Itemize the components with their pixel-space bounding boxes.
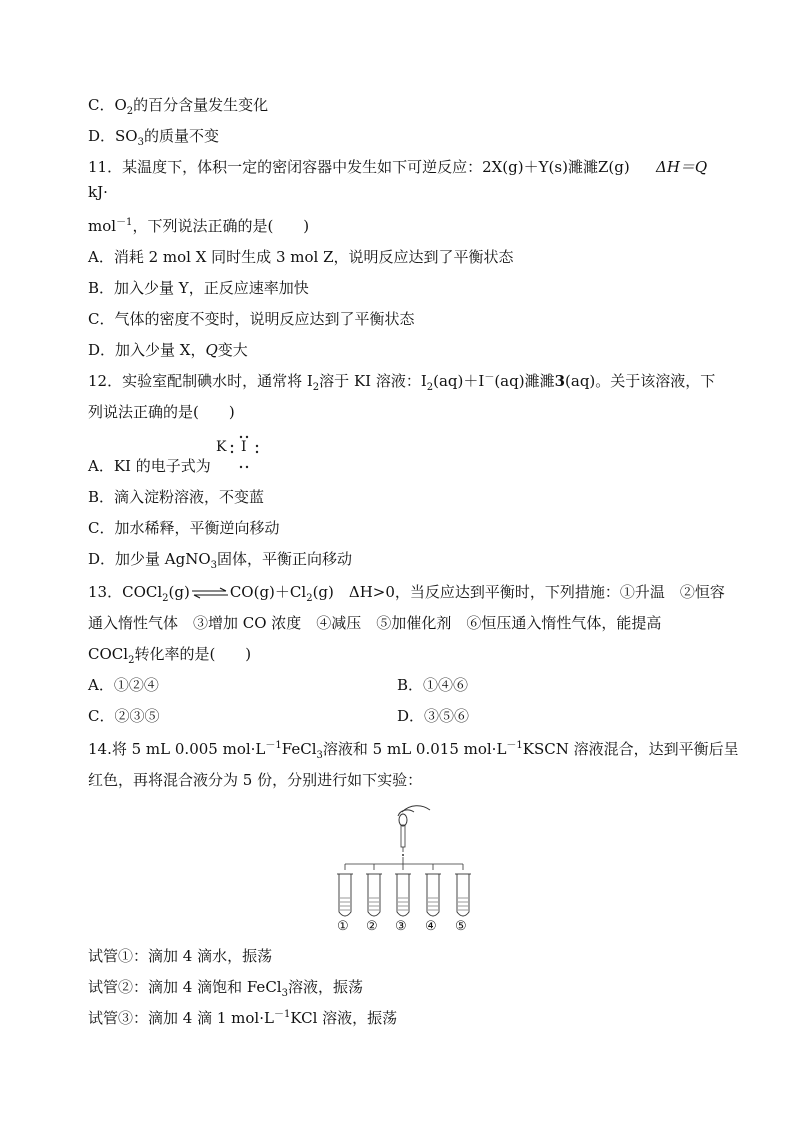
tube-label-4: ④ [425, 919, 437, 934]
q12-option-d: D．加少量 AgNO$_3$固体，平衡正向移动 [88, 550, 353, 571]
tube-label-5: ⑤ [455, 919, 467, 934]
q12-option-a: A．KI 的电子式为 [88, 457, 211, 475]
q12-option-c: C．加水稀释，平衡逆向移动 [88, 519, 280, 537]
q12-option-b: B．滴入淀粉溶液，不变蓝 [88, 488, 265, 506]
q11-option-c: C．气体的密度不变时，说明反应达到了平衡状态 [88, 310, 415, 328]
q13-option-c: C．②③⑤ [88, 707, 160, 725]
test-tubes-figure [330, 800, 480, 935]
q11-delta-h: ΔH＝Q [656, 158, 708, 176]
q14-stem-line2: 红色，再将混合液分为 5 份，分别进行如下实验： [88, 771, 423, 789]
q11-option-d: D．加入少量 X，Q变大 [88, 341, 248, 359]
tube-label-2: ② [366, 919, 378, 934]
q13-stem-line2: 通入惰性气体 ③增加 CO 浓度 ④减压 ⑤加催化剂 ⑥恒压通入惰性气体，能提高 [88, 614, 662, 632]
q13-stem-line3: COCl$_2$转化率的是( ) [88, 645, 252, 666]
q12-stem-line2: 列说法正确的是( ) [88, 403, 235, 421]
q13-option-a: A．①②④ [88, 676, 159, 694]
q11-mol: mol$^{-1}$，下列说法正确的是( ) [88, 217, 310, 235]
option-c-o2: C．$O_2$的百分含量发生变化 [88, 96, 269, 117]
tube-1-instruction: 试管①：滴加 4 滴水，振荡 [88, 947, 273, 965]
q13-option-b: B．①④⑥ [397, 676, 469, 694]
tube-3-instruction: 试管③：滴加 4 滴 1 $mol\cdot L^{-1}KCl$ 溶液，振荡 [88, 1009, 398, 1027]
q11-option-b: B．加入少量 Y，正反应速率加快 [88, 279, 309, 297]
q14-stem: 14.将 5 mL 0.005 $mol\cdot L^{-1}FeCl_3$溶液和 5 mL 0.015 $mol\cdot L^{-1}KSCN$ 溶液混合，达到平衡后呈 [88, 740, 739, 761]
q11-kj: kJ· [88, 183, 108, 201]
ki-electron-formula: K [216, 439, 227, 455]
q13-option-d: D．③⑤⑥ [397, 707, 470, 725]
iodine-symbol: I [241, 439, 247, 455]
tube-label-3: ③ [395, 919, 407, 934]
tube-label-1: ① [337, 919, 349, 934]
q11-option-a: A．消耗 2 mol X 同时生成 3 mol Z，说明反应达到了平衡状态 [88, 248, 514, 266]
q11-stem: 11．某温度下，体积一定的密闭容器中发生如下可逆反应：2X(g)＋Y(s)濉濉Z(g) [88, 158, 630, 176]
q12-stem: 12．实验室配制碘水时，通常将 $I_2$溶于 KI 溶液：$I_2(aq)+I^-(aq)$濉濉3(aq)。关于该溶液，下 [88, 372, 716, 393]
equilibrium-arrow-icon [190, 587, 230, 599]
option-d-so3: D．$SO_3$的质量不变 [88, 127, 219, 148]
tube-2-instruction: 试管②：滴加 4 滴饱和 FeCl$_3$溶液，振荡 [88, 978, 363, 999]
q13-stem: 13．COCl$_2$(g) $CO(g)+Cl_2(g)$ ΔH>0，当反应达到平衡时，下列措施：①升温 ②恒容 [88, 583, 725, 604]
